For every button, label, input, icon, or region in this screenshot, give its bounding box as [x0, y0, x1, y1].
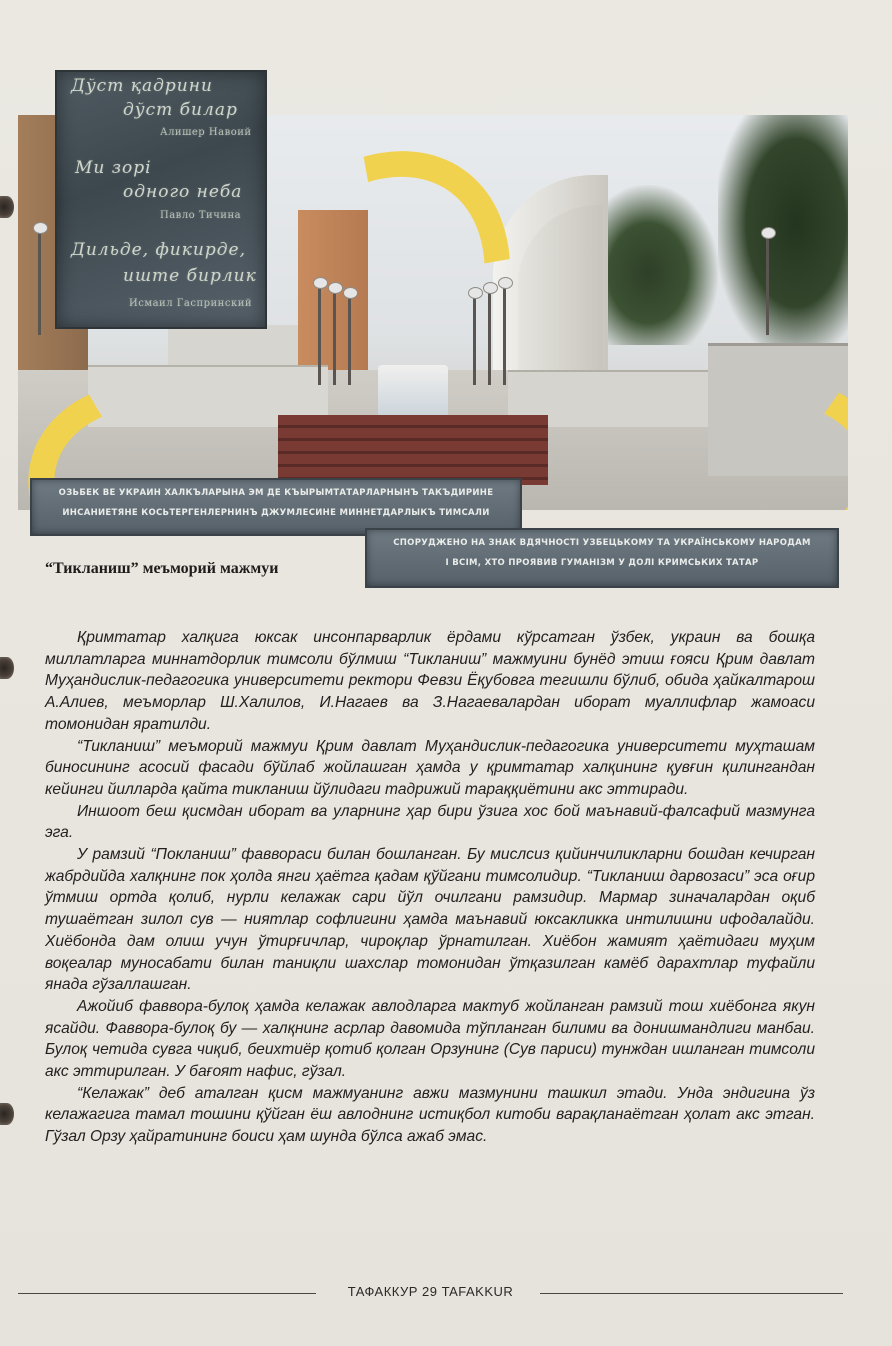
poem-line: дўст билар [123, 100, 238, 120]
binder-hole-middle [0, 657, 14, 679]
photo-lamp [38, 230, 41, 335]
poem-line: Ми зорі [75, 158, 152, 178]
inscription-line: СПОРУДЖЕНО НА ЗНАК ВДЯЧНОСТІ УЗБЕЦЬКОМУ ТА УКРАЇНСЬКОМУ НАРОДАМ [393, 538, 811, 548]
poem-author: Исмаил Гаспринский [129, 298, 253, 309]
article-paragraph: У рамзий “Покланиш” фаввораси билан бошланган. Бу мислсиз қийинчиликларни бошдан кечирган жабрдийда халқнинг пок ҳолда янги ҳаётга қадам қўйгани тимсолидир. “Тикланиш дарвозаси” эса оғир ўтмиш ортда қолиб, нурли келажак сари йўл очилгани рамзидир. Мармар зиначалардан оқиб тушаётган зилол сув — ниятлар софлигини ҳамда маънавий юксакликка интилишни ифодалайди. Хиёбонда дам олиш учун ўтирғичлар, чироқлар ўрнатилган. Хиёбон жамият ҳаётидаги муҳим воқеалар муносабати билан таниқли шахслар томонидан ўтқазилган камёб дарахтлар туфайли янада гўзаллашган. [45, 846, 815, 994]
poem-line: одного неба [123, 182, 243, 202]
article-paragraph: Ажойиб фаввора-булоқ ҳамда келажак авлодларга мактуб жойланган рамзий тош хиёбонга якун ясайди. Фаввора-булоқ бу — халқнинг асрлар давомида тўпланган билими ва донишмандлиги манбаи. Булоқ четида сувга чиқиб, беихтиёр қотиб қолган Орзунинг (Сув париси) тунждан ишланган тимсоли акс эттирилган. У бағоят нафис, гўзал. [45, 997, 815, 1081]
binder-hole-bottom [0, 1103, 14, 1125]
footer-rule-right [540, 1293, 843, 1294]
article-paragraph: Қримтатар халқига юксак инсонпарварлик ёрдами кўрсатган ўзбек, украин ва бошқа миллатларга миннатдорлик тимсоли бўлмиш “Тикланиш” мажмуини бунёд этиш ғояси Қрим давлат Муҳандислик-педагогика университети ректори Февзи Ёқубовга тегишли бўлиб, обида ҳайкалтарош А.Алиев, меъморлар Ш.Халилов, И.Нагаев ва З.Нагаевалардан иборат муаллифлар жамоаси томонидан яратилди. [45, 629, 815, 733]
article-paragraph: Иншоот беш қисмдан иборат ва уларнинг ҳар бири ўзига хос бой маънавий-фалсафий мазмунга эга. [45, 802, 815, 842]
inscription-plaque-ukrainian [365, 528, 839, 588]
poem-line: Дўст қадрини [71, 76, 213, 96]
poem-author: Алишер Навоий [160, 127, 252, 138]
photo-tree [718, 115, 848, 355]
footer-rule-left [18, 1293, 316, 1294]
inscription-line: ИНСАНИЕТЯНЕ КОСЬТЕРГЕНЛЕРНИНЪ ДЖУМЛЕСИНЕ МИННЕТДАРЛЫКЪ ТИМСАЛИ [62, 508, 490, 518]
inscription-line: ОЗЬБЕК ВЕ УКРАИН ХАЛКЪЛАРЫНА ЭМ ДЕ КЪЫРЫМТАТАРЛАРНЫНЪ ТАКЪДИРИНЕ [58, 488, 494, 498]
binder-hole-top [0, 196, 14, 218]
poem-line: Дильде, фикирде, [71, 240, 246, 260]
footer-page-label: ТАФАККУР 29 TAFAKKUR [347, 1284, 514, 1299]
photo-lamp [766, 235, 769, 335]
page-footer [18, 1283, 843, 1303]
poem-author: Павло Тичина [160, 210, 242, 221]
poem-line: иште бирлик [123, 266, 257, 286]
photo-caption: “Тикланиш” меъморий мажмуи [45, 560, 279, 577]
article-body [45, 627, 815, 1148]
article-paragraph: “Келажак” деб аталган қисм мажмуанинг авжи мазмунини ташкил этади. Унда эндигина ўз келажагига тамал тошини қўйган ёш авлоднинг истиқбол китоби варақланаётган ҳолат акс этган. Гўзал Орзу ҳайратининг боиси ҳам шунда бўлса ажаб эмас. [45, 1084, 815, 1146]
inscription-line: І ВСІМ, ХТО ПРОЯВИВ ГУМАНІЗМ У ДОЛІ КРИМСЬКИХ ТАТАР [445, 558, 759, 568]
article-paragraph: “Тикланиш” меъморий мажмуи Қрим давлат Муҳандислик-педагогика университети муҳташам биносининг асосий фасади бўйлаб жойлашган ҳамда у қримтатар халқининг қувғин қилингандан кейинги йилларда қайта тикланиш йўлидаги тадрижий тараққиётини акс эттиради. [45, 737, 815, 798]
poem-plaque-inset [55, 70, 267, 329]
